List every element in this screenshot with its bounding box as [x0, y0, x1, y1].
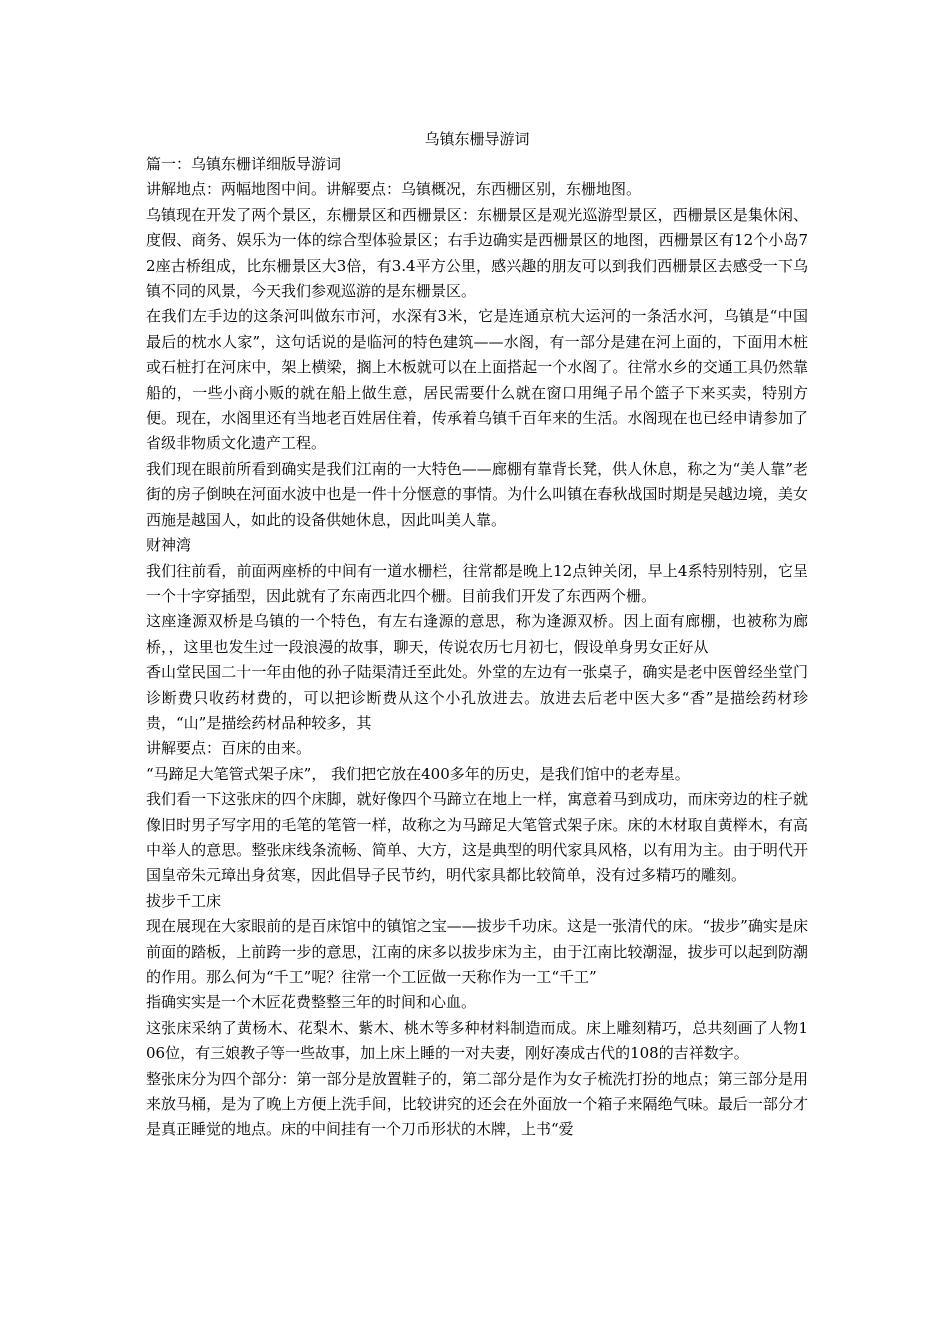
paragraph: 这张床采纳了黄杨木、花梨木、紫木、桃木等多种材料制造而成。床上雕刻精巧，总共刻画了人物106位，有三娘教子等一些故事，加上床上睡的一对夫妻，刚好凑成古代的108的吉祥数字。 [146, 1018, 808, 1063]
paragraph: 指确实实是一个木匠花费整整三年的时间和心血。 [146, 993, 477, 1012]
paragraph: 我们现在眼前所看到确实是我们江南的一大特色——廊棚有靠背长凳，供人休息，称之为“美人靠”老街的房子倒映在河面水波中也是一件十分惬意的事情。为什么叫镇在春秋战国时期是吴越边境，美女西施是越国人，如此的设备供她休息，因此叫美人靠。 [146, 459, 808, 529]
paragraph: 整张床分为四个部分：第一部分是放置鞋子的，第二部分是作为女子梳洗打扮的地点；第三部分是用来放马桶，是为了晚上方便上洗手间，比较讲究的还会在外面放一个箱子来隔绝气味。最后一部分才是真正睡觉的地点。床的中间挂有一个刀币形状的木牌，上书“爱 [146, 1069, 808, 1139]
paragraph: “马蹄足大笔管式架子床”， 我们把它放在400多年的历史，是我们馆中的老寿星。 [146, 764, 690, 783]
subheading: 财神湾 [146, 536, 192, 555]
paragraph: 我们往前看，前面两座桥的中间有一道水栅栏，往常都是晚上12点钟关闭，早上4系特别特别，它呈一个十字穿插型，因此就有了东南西北四个栅。目前我们开发了东西两个栅。 [146, 561, 808, 605]
paragraph: 香山堂民国二十一年由他的孙子陆渠清迁至此处。外堂的左边有一张桌子，确实是老中医曾经坐堂门诊断费只收药材费的，可以把诊断费从这个小孔放进去。放进去后老中医大多“香”是描绘药材珍贵，“山”是描绘药材品种较多，其 [146, 663, 808, 732]
paragraph: 讲解要点：百床的由来。 [146, 739, 312, 758]
paragraph: 讲解地点：两幅地图中间。讲解要点：乌镇概况，东西栅区别，东栅地图。 [146, 180, 642, 199]
document-title: 乌镇东栅导游词 [424, 130, 530, 148]
paragraph: 现在展现在大家眼前的是百床馆中的镇馆之宝——拔步千功床。这是一张清代的床。“拔步”确实是床前面的踏板，上前跨一步的意思，江南的床多以拔步床为主，由于江南比较潮湿，拔步可以起到防潮的作用。那么何为“千工”呢？往常一个工匠做一天称作为一工“千工” [146, 917, 808, 986]
subheading: 拔步千工床 [146, 891, 222, 910]
paragraph: 我们看一下这张床的四个床脚，就好像四个马蹄立在地上一样，寓意着马到成功，而床旁边的柱子就像旧时男子写字用的毛笔的笔管一样，故称之为马蹄足大笔管式架子床。床的木材取自黄榉木，有高中举人的意思。整张床线条流畅、简单、大方，这是典型的明代家具风格，以有用为主。由于明代开国皇帝朱元璋出身贫寒，因此倡导子民节约，明代家具都比较简单，没有过多精巧的雕刻。 [146, 790, 808, 885]
paragraph: 这座逢源双桥是乌镇的一个特色，有左右逢源的意思，称为逢源双桥。因上面有廊棚，也被称为廊桥，，这里也发生过一段浪漫的故事，聊天，传说农历七月初七，假设单身男女正好从 [146, 612, 808, 656]
paragraph: 在我们左手边的这条河叫做东市河，水深有3米，它是连通京杭大运河的一条活水河，乌镇是“中国最后的枕水人家”，这句话说的是临河的特色建筑——水阁，有一部分是建在河上面的，下面用木桩或石桩打在河床中，架上横梁，搁上木板就可以在上面搭起一个水阁了。往常水乡的交通工具仍然靠船的，一些小商小贩的就在船上做生意，居民需要什么就在窗口用绳子吊个篮子下来买卖，特别方便。现在，水阁里还有当地老百姓居住着，传承着乌镇千百年来的生活。水阁现在也已经申请参加了省级非物质文化遗产工程。 [146, 307, 808, 453]
paragraph: 乌镇现在开发了两个景区，东栅景区和西栅景区：东栅景区是观光巡游型景区，西栅景区是集休闲、度假、商务、娱乐为一体的综合型体验景区；右手边确实是西栅景区的地图，西栅景区有12个小岛72座古桥组成，比东栅景区大3倍，有3.4平方公里，感兴趣的朋友可以到我们西栅景区去感受一下乌镇不同的风景，今天我们参观巡游的是东栅景区。 [146, 205, 808, 301]
document-body [146, 126, 808, 1143]
section-heading: 篇一：乌镇东栅详细版导游词 [146, 155, 342, 173]
